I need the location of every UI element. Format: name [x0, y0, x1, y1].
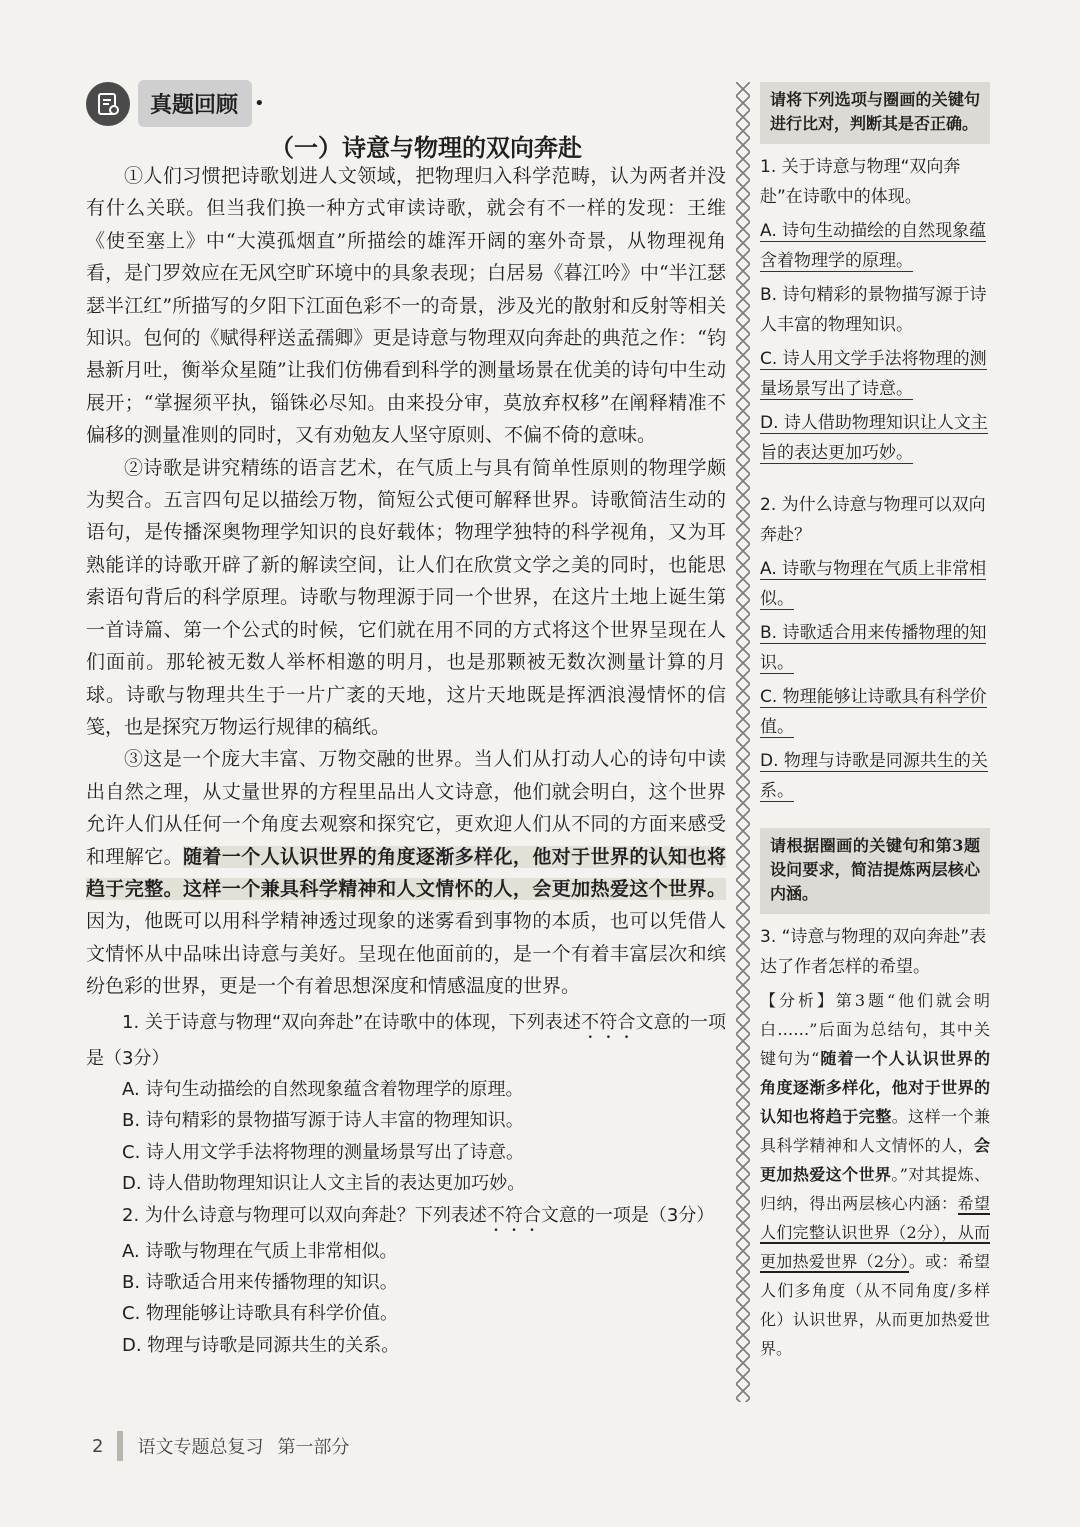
question-2-option-c: C. 物理能够让诗歌具有科学价值。 [122, 1303, 399, 1325]
sidebar-tip-2: 请根据圈画的关键句和第3题设问要求，简洁提炼两层核心内涵。 [760, 828, 990, 914]
badge-label: 真题回顾 [138, 80, 252, 127]
sidebar-q1-option-c: C. 诗人用文学手法将物理的测量场景写出了诗意。 [760, 349, 987, 399]
sidebar-question-2: 2. 为什么诗意与物理可以双向奔赴？ [760, 495, 986, 545]
question-1-option-d: D. 诗人借助物理知识让人文主旨的表达更加巧妙。 [122, 1173, 526, 1195]
questions [86, 1007, 726, 1362]
sidebar-q2-option-b: B. 诗歌适合用来传播物理的知识。 [760, 623, 987, 673]
page-number: 2 [92, 1435, 104, 1457]
column-divider [736, 82, 750, 1402]
sidebar-q1-option-b: B. 诗句精彩的景物描写源于诗人丰富的物理知识。 [760, 285, 987, 335]
question-2-option-b: B. 诗歌适合用来传播物理的知识。 [122, 1272, 398, 1293]
question-1-option-b: B. 诗句精彩的景物描写源于诗人丰富的物理知识。 [122, 1110, 524, 1132]
question-2-option-a: A. 诗歌与物理在气质上非常相似。 [122, 1240, 398, 1262]
sidebar [760, 82, 990, 1379]
question-1-option-a: A. 诗句生动描绘的自然现象蕴含着物理学的原理。 [122, 1078, 524, 1100]
sidebar-q2-option-d: D. 物理与诗歌是同源共生的关系。 [760, 751, 988, 801]
question-1-stem: 1. 关于诗意与物理“双向奔赴”在诗歌中的体现，下列表述不符合文意的一项是（3分） [86, 1011, 727, 1069]
sidebar-question-1: 1. 关于诗意与物理“双向奔赴”在诗歌中的体现。 [760, 157, 961, 207]
paragraph-3-key-sentence: 随着一个人认识世界的角度逐渐多样化，他对于世界的认知也将趋于完整。这样一个兼具科学精神和人文情怀的人，会更加热爱这个世界。 [86, 845, 726, 900]
footer-bar [117, 1431, 123, 1461]
sidebar-q2-option-c: C. 物理能够让诗歌具有科学价值。 [760, 687, 987, 737]
paragraph-3-part-3: 因为，他既可以用科学精神透过现象的迷雾看到事物的本质，也可以凭借人文情怀从中品味出诗意与美好。呈现在他面前的，是一个有着丰富层次和缤纷色彩的世界，更是一个有着思想深度和情感温度的世界。 [86, 910, 726, 998]
article [86, 160, 726, 1361]
question-2-stem: 2. 为什么诗意与物理可以双向奔赴？下列表述不符合文意的一项是（3分） [122, 1204, 715, 1226]
page-footer [92, 1431, 349, 1461]
paragraph-2: ②诗歌是讲究精练的语言艺术，在气质上与具有简单性原则的物理学颇为契合。五言四句足以描绘万物，简短公式便可解释世界。诗歌简洁生动的语句，是传播深奥物理学知识的良好载体；物理学独特的科学视角，又为耳熟能详的诗歌开辟了新的解读空间，让人们在欣赏文学之美的同时，也能思索语句背后的科学原理。诗歌与物理源于同一个世界，在这片土地上诞生第一首诗篇、第一个公式的时候，它们就在用不同的方式将这个世界呈现在人们面前。那轮被无数人举杯相邀的明月，也是那颗被无数次测量计算的月球。诗歌与物理共生于一片广袤的天地，这片天地既是挥洒浪漫情怀的信笺，也是探究万物运行规律的稿纸。 [86, 456, 726, 738]
section-badge [86, 80, 265, 127]
paragraph-1: ①人们习惯把诗歌划进人文领域，把物理归入科学范畴，认为两者并没有什么关联。但当我们换一种方式审读诗歌，就会有不一样的发现：王维《使至塞上》中“大漠孤烟直”所描绘的雄浑开阔的塞外奇景，从物理视角看，是门罗效应在无风空旷环境中的具象表现；白居易《暮江吟》中“半江瑟瑟半江红”所描写的夕阳下江面色彩不一的奇景，涉及光的散射和反射等相关知识。包何的《赋得秤送孟孺卿》更是诗意与物理双向奔赴的典范之作：“钧悬新月吐，衡举众星随”让我们仿佛看到科学的测量场景在优美的诗句中生动展开；“掌握须平执，锱铢必尽知。由来投分审，莫放弃权移”在阐释精准不偏移的测量准则的同时，又有劝勉友人坚守原则、不偏不倚的意味。 [86, 165, 726, 447]
section-title: （一）诗意与物理的双向奔赴 [270, 134, 582, 162]
sidebar-q1-option-d: D. 诗人借助物理知识让人文主旨的表达更加巧妙。 [760, 413, 988, 463]
book-part: 第一部分 [277, 1437, 350, 1458]
sidebar-q1-option-a: A. 诗句生动描绘的自然现象蕴含着物理学的原理。 [760, 221, 987, 271]
sidebar-tip-1: 请将下列选项与圈画的关键句进行比对，判断其是否正确。 [760, 82, 990, 144]
paragraph-3-part-1: ③这是一个庞大丰富、万物交融的世界。当人们从打动人心的诗句中读出自然之理，从丈量世界的方程里品出人文诗意，他们就会明白，这个世界允许人们从任何一个角度去观察和探究它，更欢迎人们从不同的方面来感受和理解它。 [86, 748, 726, 868]
badge-dot: • [254, 93, 265, 114]
question-2-option-d: D. 物理与诗歌是同源共生的关系。 [122, 1334, 400, 1356]
question-1-option-c: C. 诗人用文学手法将物理的测量场景写出了诗意。 [122, 1141, 525, 1163]
book-title: 语文专题总复习 [137, 1437, 264, 1458]
sidebar-analysis: 【分析】第3题“他们就会明白……”后面为总结句，其中关键句为“随着一个人认识世界的角度逐渐多样化，他对于世界的认知也将趋于完整。这样一个兼具科学精神和人文情怀的人，会更加热爱这个世界。”对其提炼、归纳，得出两层核心内涵：希望人们完整认识世界（2分），从而更加热爱世界（2分）。或：希望人们多角度（从不同角度/多样化）认识世界，从而更加热爱世界。 [760, 991, 990, 1358]
paragraph-3 [86, 743, 726, 1002]
sidebar-q2-option-a: A. 诗歌与物理在气质上非常相似。 [760, 559, 987, 609]
document-icon [86, 82, 130, 126]
sidebar-question-3: 3. “诗意与物理的双向奔赴”表达了作者怎样的希望。 [760, 927, 987, 977]
